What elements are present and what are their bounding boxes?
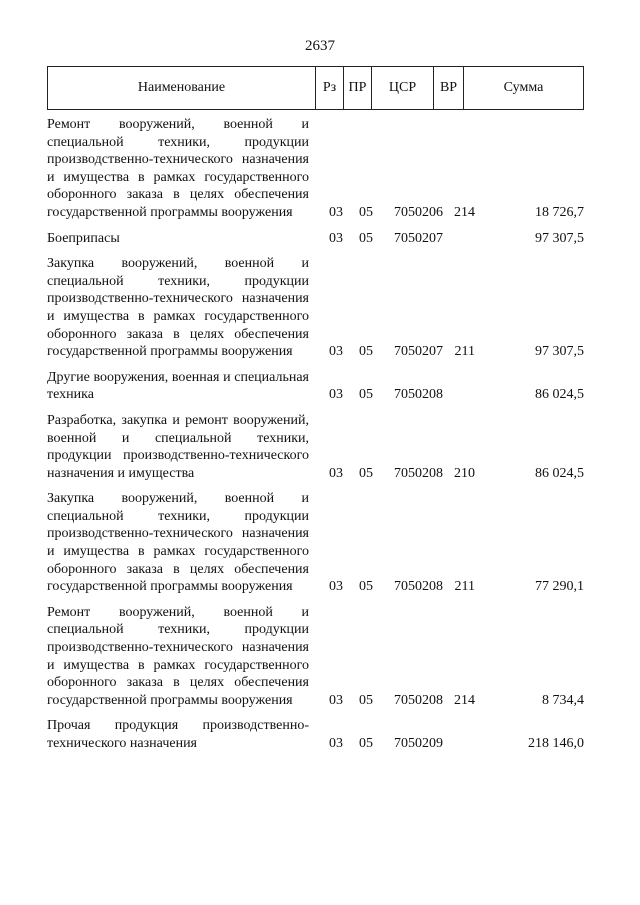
table-row [47, 230, 584, 248]
table-body [47, 116, 584, 761]
row-csr: 7050208 [394, 579, 443, 595]
row-sum: 218 146,0 [528, 736, 584, 751]
table-row [47, 604, 584, 710]
header-rz: Рз [316, 67, 344, 109]
row-csr: 7050207 [394, 230, 443, 246]
table-row [47, 255, 584, 361]
header-vr: ВР [434, 67, 464, 109]
table-row [47, 412, 584, 482]
table-row [47, 717, 584, 752]
header-name: Наименование [48, 67, 316, 109]
table-row [47, 116, 584, 222]
header-pr: ПР [344, 67, 372, 109]
row-pr: 05 [359, 579, 373, 595]
row-rz: 03 [329, 204, 343, 220]
row-sum: 77 290,1 [535, 579, 584, 595]
row-rz: 03 [329, 736, 343, 751]
row-sum: 8 734,4 [542, 692, 584, 708]
row-rz: 03 [329, 387, 343, 403]
row-rz: 03 [329, 344, 343, 360]
row-vr: 214 [454, 692, 475, 708]
row-pr: 05 [359, 204, 373, 220]
row-vr: 214 [454, 204, 475, 220]
row-pr: 05 [359, 736, 373, 751]
row-csr: 7050209 [394, 736, 443, 751]
row-csr: 7050208 [394, 387, 443, 403]
row-rz: 03 [329, 230, 343, 246]
row-name: Ремонт вооружений, военной и специальной техники, продукции производственно-технического назначения и имущества в рамках государственного оборонного заказа в целях обеспечения государственной программы вооружения [47, 604, 309, 708]
row-vr: 210 [454, 465, 475, 481]
row-pr: 05 [359, 387, 373, 403]
row-name: Закупка вооружений, военной и специальной техники, продукции производственно-технического назначения и имущества в рамках государственного оборонного заказа в целях обеспечения государственной программы вооружения [47, 256, 309, 360]
header-sum: Сумма [503, 80, 544, 95]
row-name: Прочая продукция производственно-технического назначения [47, 718, 309, 751]
header-csr: ЦСР [372, 67, 434, 109]
row-vr: 211 [454, 344, 475, 360]
row-name: Боеприпасы [47, 230, 120, 246]
table-row [47, 369, 584, 404]
row-csr: 7050207 [394, 344, 443, 360]
row-rz: 03 [329, 465, 343, 481]
row-vr: 211 [454, 579, 475, 595]
row-pr: 05 [359, 692, 373, 708]
row-csr: 7050208 [394, 692, 443, 708]
row-pr: 05 [359, 465, 373, 481]
table-row [47, 490, 584, 596]
row-name: Другие вооружения, военная и специальная техника [47, 369, 309, 403]
row-name: Разработка, закупка и ремонт вооружений, военной и специальной техники, продукции производственно-технического назначения и имущества [47, 412, 309, 481]
row-rz: 03 [329, 692, 343, 708]
table-header [47, 66, 584, 110]
row-pr: 05 [359, 344, 373, 360]
page-number: 2637 [305, 38, 335, 54]
row-csr: 7050208 [394, 465, 443, 481]
row-sum: 18 726,7 [535, 204, 584, 220]
row-name: Ремонт вооружений, военной и специальной техники, продукции производственно-технического назначения и имущества в рамках государственного оборонного заказа в целях обеспечения государственной программы вооружения [47, 117, 309, 220]
row-sum: 97 307,5 [535, 230, 584, 246]
row-rz: 03 [329, 579, 343, 595]
row-sum: 86 024,5 [535, 387, 584, 403]
row-name: Закупка вооружений, военной и специальной техники, продукции производственно-технического назначения и имущества в рамках государственного оборонного заказа в целях обеспечения государственной программы вооружения [47, 491, 309, 595]
row-sum: 97 307,5 [535, 344, 584, 360]
row-pr: 05 [359, 230, 373, 246]
row-sum: 86 024,5 [535, 465, 584, 481]
row-csr: 7050206 [394, 204, 443, 220]
